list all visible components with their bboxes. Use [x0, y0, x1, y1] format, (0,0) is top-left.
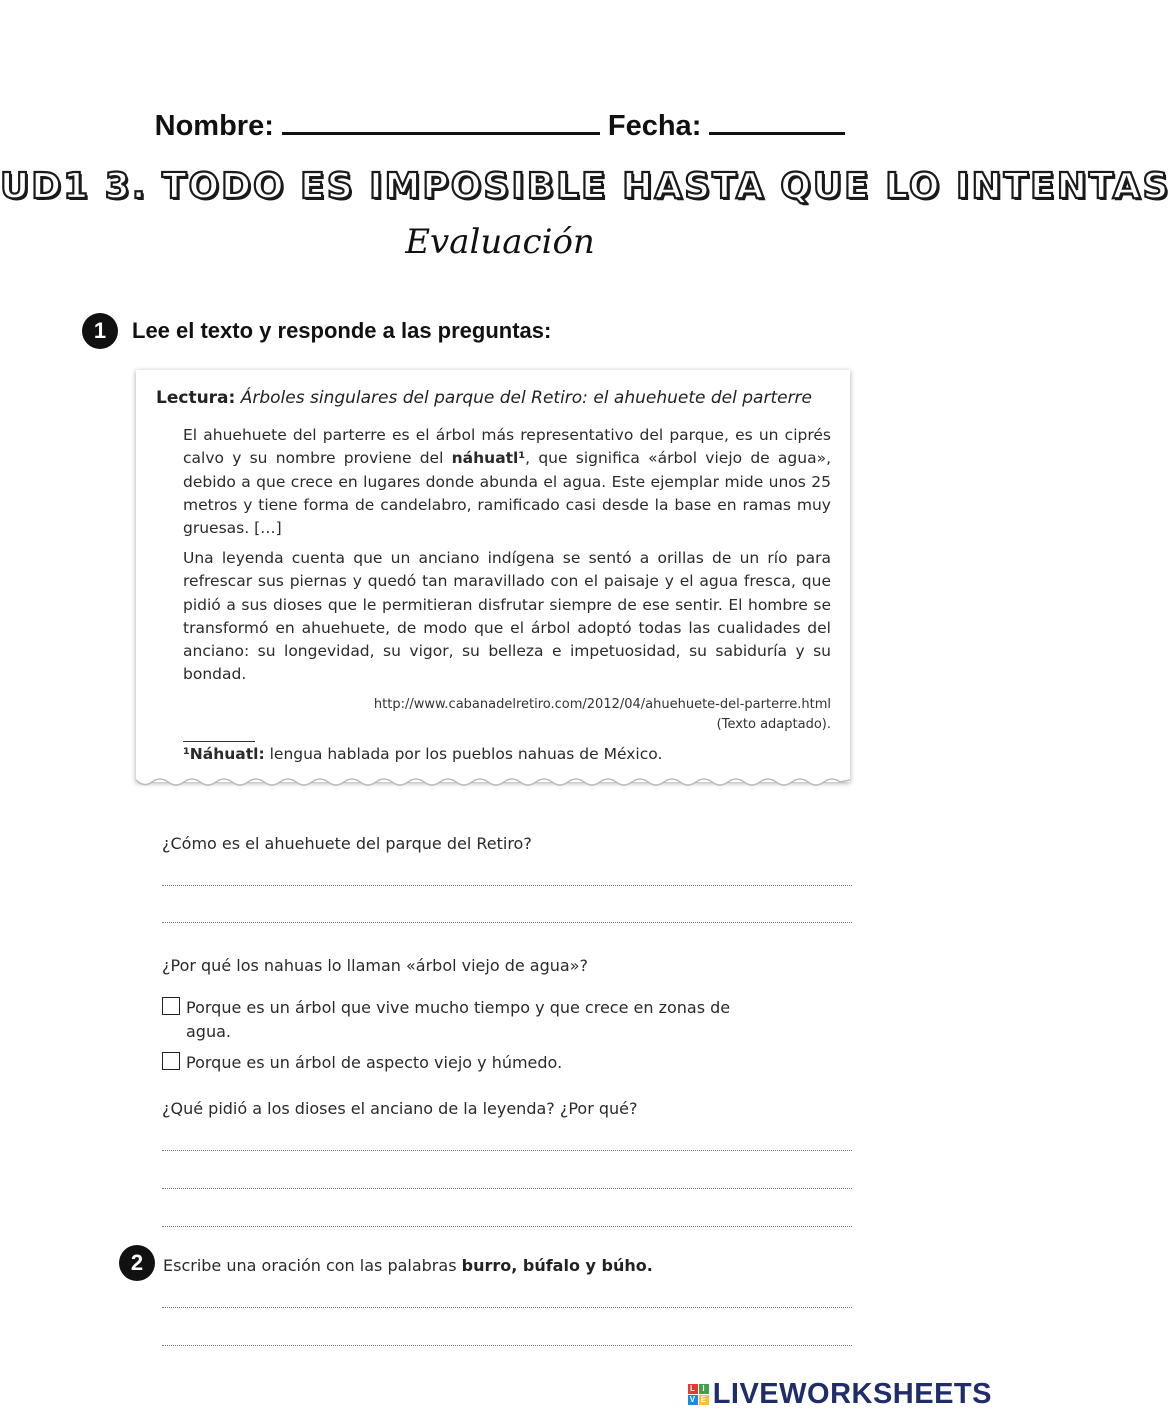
exercise-2-number: 2: [119, 1245, 155, 1281]
unit-title: UD1 3. TODO ES IMPOSIBLE HASTA QUE LO INTENTAS: [0, 166, 1170, 207]
name-label: Nombre:: [154, 110, 274, 142]
reading-title-text: Árboles singulares del parque del Retiro: el ahuehuete del parterre: [240, 388, 813, 408]
option-1-label: Porque es un árbol que vive mucho tiempo y que crece en zonas de agua.: [186, 998, 731, 1041]
answer-line[interactable]: [162, 1188, 852, 1189]
footnote: [183, 745, 662, 763]
reading-title: [156, 388, 832, 408]
option-2: [162, 1051, 762, 1075]
watermark-text: LIVEWORKSHEETS: [712, 1378, 992, 1410]
subtitle: Evaluación: [405, 222, 595, 262]
nahuatl-term: náhuatl¹: [451, 449, 526, 468]
answer-line[interactable]: [162, 1150, 852, 1151]
date-field[interactable]: [709, 108, 845, 135]
liveworksheets-watermark: [688, 1378, 992, 1411]
name-field[interactable]: [282, 108, 600, 135]
question-1: ¿Cómo es el ahuehuete del parque del Retiro?: [162, 834, 532, 853]
answer-line[interactable]: [162, 922, 852, 923]
logo-letter: V: [688, 1395, 698, 1405]
option-2-label: Porque es un árbol de aspecto viejo y húmedo.: [186, 1053, 563, 1072]
reading-paragraph-1: [183, 424, 831, 540]
answer-line[interactable]: [162, 885, 852, 886]
reading-label: Lectura:: [156, 388, 236, 408]
para1-end: , que significa «árbol viejo de agua», debido a que crece en lugares donde abunda el agua. Este ejemplar mide unos 25 metros y tiene forma de candelabro, ramificado casi desde la base en ramas muy gruesas. […]: [183, 449, 831, 538]
exercise-2-words: burro, búfalo y búho.: [461, 1256, 653, 1275]
answer-line[interactable]: [162, 1345, 852, 1346]
reading-paragraph-2: Una leyenda cuenta que un anciano indígena se sentó a orillas de un río para refrescar sus piernas y quedó tan maravillado con el paisaje y el agua fresca, que pidió a sus dioses que le permitieran disfrutar siempre de ese sentir. El hombre se transformó en ahuehuete, de modo que el árbol adoptó todas las cualidades del anciano: su longevidad, su vigor, su belleza e impetuosidad, su sabiduría y su bondad.: [183, 549, 831, 684]
exercise-2-instruction: [163, 1256, 653, 1275]
answer-line[interactable]: [162, 1226, 852, 1227]
source-note: (Texto adaptado).: [716, 717, 831, 732]
source-url: http://www.cabanadelretiro.com/2012/04/ahuehuete-del-parterre.html: [373, 697, 831, 712]
question-3: ¿Qué pidió a los dioses el anciano de la leyenda? ¿Por qué?: [162, 1099, 638, 1118]
name-date-line: [0, 108, 1000, 143]
logo-letter: L: [688, 1384, 698, 1394]
torn-paper-edge: [136, 776, 850, 790]
footnote-divider: [183, 741, 255, 742]
exercise-2-text: Escribe una oración con las palabras: [163, 1256, 462, 1275]
option-1-checkbox[interactable]: [162, 997, 180, 1015]
liveworksheets-logo-icon: [688, 1384, 709, 1405]
option-1: [162, 996, 762, 1044]
exercise-1-title: Lee el texto y responde a las preguntas:: [132, 318, 552, 343]
option-2-checkbox[interactable]: [162, 1052, 180, 1070]
para1-start: El ahuehuete del parterre es el árbol más representativo del parque, es un ciprés calvo y su nombre proviene del: [183, 426, 831, 468]
question-2: ¿Por qué los nahuas lo llaman «árbol viejo de agua»?: [162, 956, 588, 975]
logo-letter: I: [699, 1384, 709, 1394]
date-label: Fecha:: [607, 110, 702, 142]
reading-source: [374, 695, 831, 735]
exercise-1-number: 1: [82, 313, 118, 349]
answer-line[interactable]: [162, 1307, 852, 1308]
logo-letter: E: [699, 1395, 709, 1405]
footnote-text: lengua hablada por los pueblos nahuas de México.: [264, 745, 663, 763]
footnote-term: ¹Náhuatl:: [183, 745, 265, 763]
